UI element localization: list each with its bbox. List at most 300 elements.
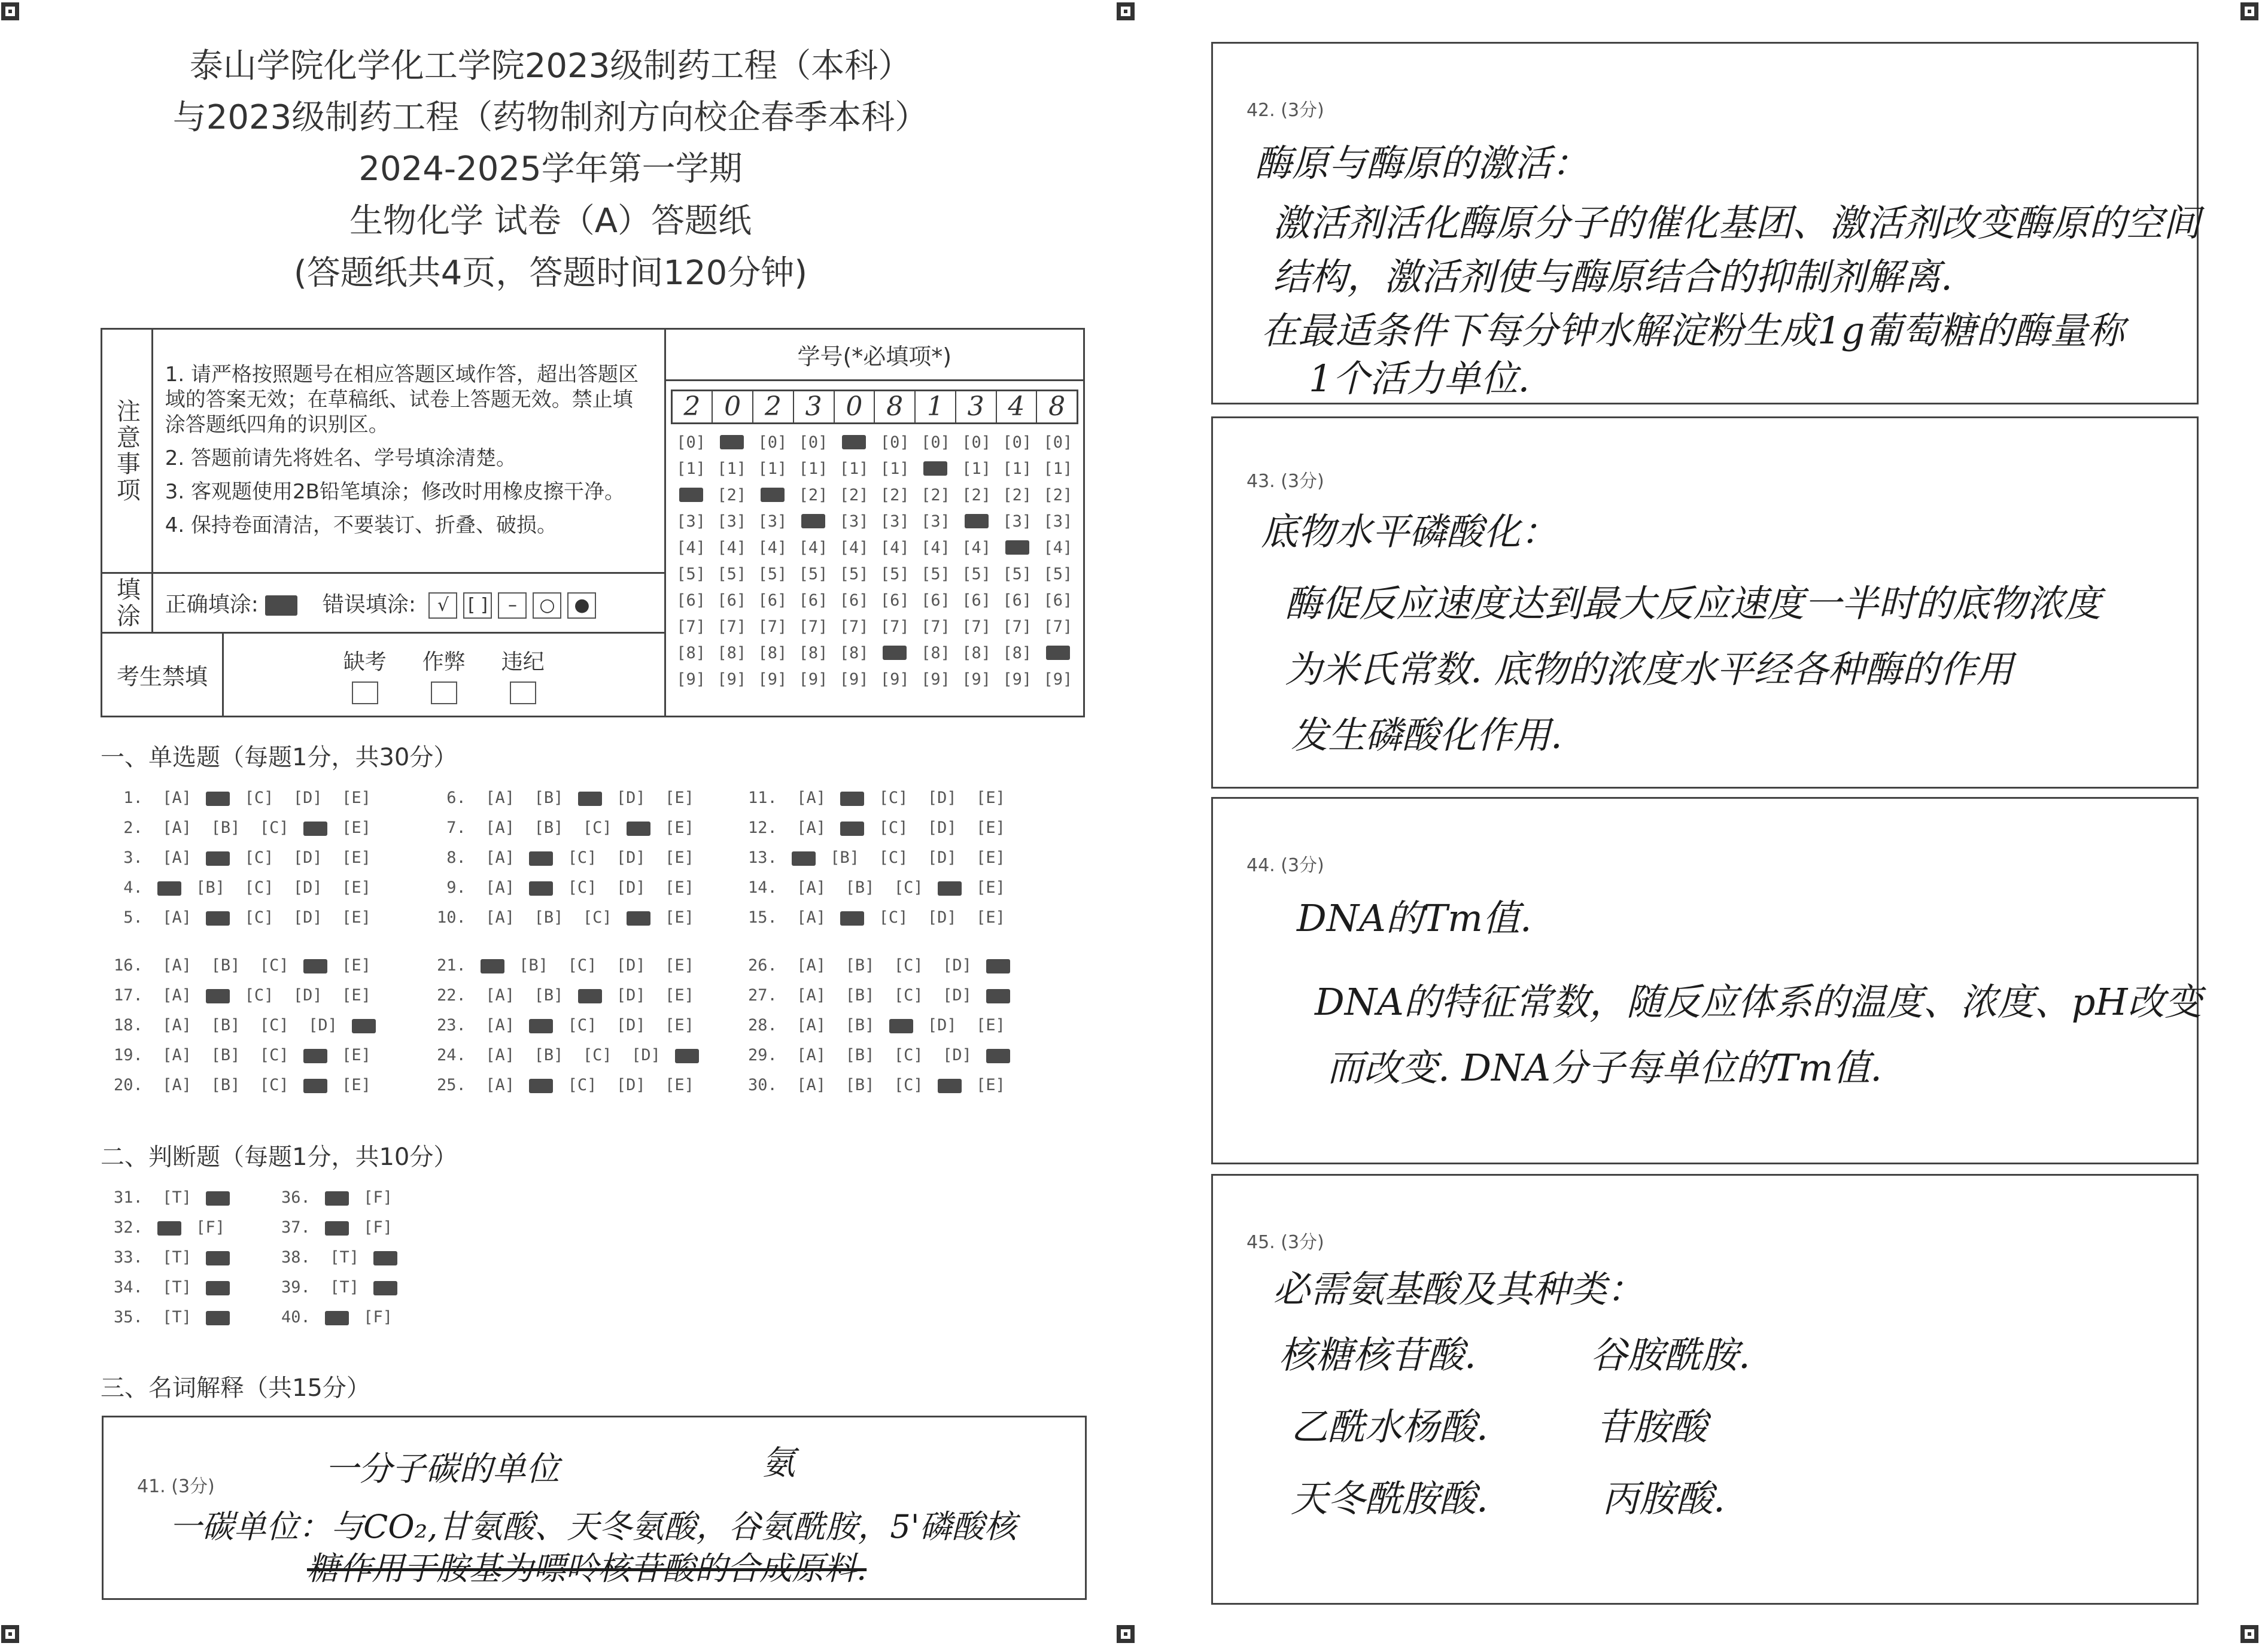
id-bubble: [4] bbox=[1043, 538, 1073, 557]
question-number: 17. bbox=[114, 986, 153, 1005]
answer-bubble: [D] bbox=[606, 986, 655, 1005]
id-bubble: [0] bbox=[1043, 433, 1073, 452]
id-bubble: [7] bbox=[676, 617, 706, 636]
true-false-row bbox=[281, 1278, 402, 1297]
correct-fill-label: 正确填涂: bbox=[165, 592, 259, 617]
question-number: 22. bbox=[437, 986, 476, 1005]
answer-bubble: [E] bbox=[332, 819, 381, 837]
answer-bubble: [A] bbox=[153, 789, 202, 807]
question-number: 30. bbox=[748, 1076, 788, 1094]
answer-bubble: [E] bbox=[655, 878, 704, 897]
answer-bubble-filled bbox=[578, 989, 602, 1003]
question-45-item-3: 乙酰水杨酸. bbox=[1291, 1405, 1488, 1449]
answer-bubble: [E] bbox=[966, 819, 1016, 837]
question-number: 13. bbox=[748, 848, 788, 867]
student-id-digit: 1 bbox=[916, 391, 956, 422]
single-choice-row bbox=[748, 848, 1015, 867]
answer-bubble: [T] bbox=[153, 1278, 202, 1297]
corner-mark-top-left bbox=[1, 2, 19, 20]
header-line-4: 生物化学 试卷（A）答题纸 bbox=[349, 202, 752, 241]
header-line-2: 与2023级制药工程（药物制剂方向校企春季本科） bbox=[172, 98, 929, 137]
answer-bubble-filled bbox=[840, 911, 864, 926]
question-number: 15. bbox=[748, 908, 788, 927]
student-id-digits bbox=[671, 390, 1078, 424]
single-choice-row bbox=[437, 986, 704, 1005]
single-choice-row bbox=[437, 819, 704, 837]
id-bubble-filled bbox=[883, 646, 907, 660]
question-45-item-2: 谷胺酰胺. bbox=[1590, 1333, 1750, 1377]
answer-bubble-filled bbox=[986, 989, 1010, 1003]
answer-bubble-filled bbox=[303, 959, 327, 973]
id-bubble: [5] bbox=[676, 564, 706, 583]
wrong-fill-samples bbox=[422, 592, 596, 617]
id-bubble: [4] bbox=[962, 538, 991, 557]
single-choice-row bbox=[114, 908, 381, 927]
id-bubble: [0] bbox=[798, 433, 828, 452]
question-number: 19. bbox=[114, 1046, 153, 1064]
single-choice-row bbox=[748, 986, 1015, 1005]
answer-bubble-filled bbox=[986, 1049, 1010, 1063]
answer-bubble: [C] bbox=[558, 1076, 607, 1094]
id-bubble: [8] bbox=[962, 643, 991, 662]
answer-bubble: [B] bbox=[201, 1046, 250, 1064]
single-choice-row bbox=[748, 819, 1015, 837]
single-choice-row bbox=[114, 956, 381, 975]
corner-mark-bottom-center bbox=[1117, 1625, 1135, 1643]
answer-bubble-filled bbox=[840, 792, 864, 806]
question-number: 5. bbox=[114, 908, 153, 927]
id-bubble: [5] bbox=[921, 564, 950, 583]
student-id-bubble-grid bbox=[671, 429, 1078, 692]
single-choice-row bbox=[114, 848, 381, 867]
answer-bubble: [A] bbox=[476, 819, 525, 837]
question-number: 29. bbox=[748, 1046, 788, 1064]
answer-bubble: [D] bbox=[283, 789, 332, 807]
answer-bubble: [A] bbox=[787, 1046, 836, 1064]
id-bubble: [6] bbox=[676, 591, 706, 610]
answer-bubble: [D] bbox=[283, 986, 332, 1005]
question-number: 37. bbox=[281, 1218, 321, 1237]
answer-bubble: [C] bbox=[235, 848, 284, 867]
answer-bubble: [D] bbox=[283, 908, 332, 927]
question-number: 4. bbox=[114, 878, 153, 897]
answer-bubble: [E] bbox=[332, 789, 381, 807]
single-choice-row bbox=[114, 819, 381, 837]
id-bubble: [6] bbox=[839, 591, 869, 610]
student-id-label: 学号(*必填项*) bbox=[666, 330, 1083, 381]
id-bubble-filled bbox=[842, 435, 866, 449]
single-choice-row bbox=[748, 1016, 1015, 1035]
id-bubble: [2] bbox=[921, 485, 950, 504]
question-42-line-1: 酶原与酶原的激活： bbox=[1255, 141, 1589, 185]
id-bubble: [5] bbox=[1043, 564, 1073, 583]
answer-bubble-filled bbox=[325, 1311, 349, 1325]
answer-bubble-filled bbox=[206, 1251, 230, 1265]
id-bubble: [3] bbox=[758, 512, 788, 531]
answer-bubble: [T] bbox=[320, 1278, 369, 1297]
question-45-number: 45. (3分) bbox=[1247, 1232, 1324, 1253]
answer-bubble-filled bbox=[325, 1191, 349, 1206]
answer-bubble: [T] bbox=[153, 1308, 202, 1326]
question-number: 31. bbox=[114, 1188, 153, 1207]
id-bubble-filled bbox=[679, 488, 703, 502]
answer-bubble: [D] bbox=[606, 848, 655, 867]
header-line-1: 泰山学院化学化工学院2023级制药工程（本科） bbox=[189, 47, 912, 86]
id-bubble: [1] bbox=[880, 459, 910, 478]
true-false-row bbox=[114, 1248, 235, 1267]
answer-bubble: [C] bbox=[573, 908, 622, 927]
question-number: 8. bbox=[437, 848, 476, 867]
id-bubble: [6] bbox=[1002, 591, 1032, 610]
answer-bubble: [F] bbox=[186, 1218, 235, 1237]
forbidden-item: 作弊 bbox=[422, 645, 466, 704]
true-false-row bbox=[114, 1278, 235, 1297]
id-bubble-filled bbox=[720, 435, 744, 449]
answer-bubble: [A] bbox=[153, 1046, 202, 1064]
id-bubble: [4] bbox=[880, 538, 910, 557]
id-bubble: [6] bbox=[1043, 591, 1073, 610]
answer-bubble-filled bbox=[206, 989, 230, 1003]
answer-bubble: [C] bbox=[869, 848, 918, 867]
answer-bubble: [T] bbox=[153, 1248, 202, 1267]
id-bubble: [3] bbox=[717, 512, 747, 531]
id-bubble: [9] bbox=[798, 670, 828, 689]
question-number: 28. bbox=[748, 1016, 788, 1035]
answer-bubble: [A] bbox=[153, 956, 202, 975]
answer-bubble-filled bbox=[206, 1191, 230, 1206]
question-number: 27. bbox=[748, 986, 788, 1005]
single-choice-row bbox=[437, 1046, 704, 1064]
id-bubble: [2] bbox=[717, 485, 747, 504]
answer-bubble: [B] bbox=[835, 878, 884, 897]
answer-bubble: [E] bbox=[655, 819, 704, 837]
notice-item-2: 2. 答题前请先将姓名、学号填涂清楚。 bbox=[165, 446, 517, 470]
question-number: 3. bbox=[114, 848, 153, 867]
answer-bubble: [D] bbox=[606, 1016, 655, 1035]
question-number: 23. bbox=[437, 1016, 476, 1035]
question-43-line-4: 发生磷酸化作用. bbox=[1291, 713, 1562, 757]
id-bubble: [3] bbox=[676, 512, 706, 531]
answer-bubble: [A] bbox=[476, 986, 525, 1005]
true-false-row bbox=[281, 1218, 402, 1237]
answer-bubble: [B] bbox=[820, 848, 869, 867]
notice-item-1: 1. 请严格按照题号在相应答题区域作答，超出答题区域的答案无效；在草稿纸、试卷上答题无效。禁止填涂答题纸四角的识别区。 bbox=[165, 362, 639, 437]
id-bubble: [8] bbox=[921, 643, 950, 662]
answer-bubble: [C] bbox=[250, 956, 299, 975]
student-id-digit: 2 bbox=[753, 391, 794, 422]
id-bubble: [8] bbox=[676, 643, 706, 662]
id-bubble: [6] bbox=[921, 591, 950, 610]
id-bubble-filled bbox=[965, 514, 989, 528]
question-number: 1. bbox=[114, 789, 153, 807]
answer-bubble: [A] bbox=[153, 908, 202, 927]
answer-bubble: [E] bbox=[655, 1016, 704, 1035]
id-bubble: [9] bbox=[717, 670, 747, 689]
id-bubble: [5] bbox=[1002, 564, 1032, 583]
true-false-row bbox=[281, 1248, 402, 1267]
answer-bubble: [D] bbox=[932, 986, 982, 1005]
wrong-fill-sample: [ ] bbox=[463, 592, 492, 619]
question-number: 6. bbox=[437, 789, 476, 807]
section-single-choice-title: 一、单选题（每题1分，共30分） bbox=[101, 744, 458, 771]
question-number: 12. bbox=[748, 819, 788, 837]
answer-bubble: [D] bbox=[283, 878, 332, 897]
section-term-title: 三、名词解释（共15分） bbox=[101, 1374, 370, 1402]
answer-bubble: [B] bbox=[524, 1046, 573, 1064]
answer-bubble: [C] bbox=[884, 878, 933, 897]
answer-box-42 bbox=[1211, 42, 2199, 404]
id-bubble: [1] bbox=[717, 459, 747, 478]
student-id-panel bbox=[665, 329, 1084, 717]
answer-bubble: [B] bbox=[201, 956, 250, 975]
answer-bubble: [D] bbox=[917, 908, 966, 927]
single-choice-row bbox=[114, 1076, 381, 1094]
answer-bubble: [D] bbox=[606, 1076, 655, 1094]
answer-bubble: [E] bbox=[332, 1076, 381, 1094]
answer-bubble-filled bbox=[373, 1251, 397, 1265]
single-choice-row bbox=[437, 956, 704, 975]
question-41-number: 41. (3分) bbox=[137, 1476, 215, 1497]
wrong-fill-sample: √ bbox=[428, 592, 457, 619]
single-choice-row bbox=[748, 1046, 1015, 1064]
true-false-row bbox=[281, 1308, 402, 1326]
answer-bubble: [B] bbox=[509, 956, 558, 975]
answer-box-41 bbox=[102, 1416, 1087, 1600]
id-bubble: [9] bbox=[1002, 670, 1032, 689]
answer-bubble: [E] bbox=[655, 789, 704, 807]
id-bubble: [5] bbox=[798, 564, 828, 583]
id-bubble: [7] bbox=[717, 617, 747, 636]
id-bubble: [8] bbox=[717, 643, 747, 662]
answer-bubble: [C] bbox=[884, 956, 933, 975]
question-44-line-1: DNA的Tm值. bbox=[1297, 896, 1532, 940]
answer-bubble: [D] bbox=[283, 848, 332, 867]
id-bubble-filled bbox=[761, 488, 785, 502]
answer-bubble: [B] bbox=[524, 986, 573, 1005]
answer-bubble: [F] bbox=[354, 1218, 403, 1237]
answer-bubble: [B] bbox=[524, 789, 573, 807]
id-bubble: [7] bbox=[839, 617, 869, 636]
question-42-number: 42. (3分) bbox=[1247, 100, 1324, 121]
answer-bubble-filled bbox=[889, 1019, 913, 1033]
question-45-item-6: 丙胺酸. bbox=[1602, 1477, 1725, 1520]
answer-bubble: [E] bbox=[655, 986, 704, 1005]
answer-bubble-filled bbox=[206, 1311, 230, 1325]
student-id-digit: 3 bbox=[956, 391, 997, 422]
answer-bubble: [E] bbox=[332, 1046, 381, 1064]
id-bubble: [0] bbox=[962, 433, 991, 452]
question-45-item-4: 苷胺酸 bbox=[1596, 1405, 1708, 1449]
question-43-number: 43. (3分) bbox=[1247, 471, 1324, 492]
answer-bubble: [E] bbox=[655, 956, 704, 975]
question-number: 18. bbox=[114, 1016, 153, 1035]
answer-bubble-filled bbox=[157, 1221, 181, 1236]
id-bubble: [0] bbox=[1002, 433, 1032, 452]
answer-bubble-filled bbox=[529, 881, 553, 896]
id-bubble: [8] bbox=[1002, 643, 1032, 662]
id-bubble: [3] bbox=[1043, 512, 1073, 531]
true-false-row bbox=[114, 1188, 235, 1207]
student-id-digit: 8 bbox=[875, 391, 916, 422]
id-bubble-filled bbox=[923, 461, 947, 476]
answer-bubble: [C] bbox=[235, 986, 284, 1005]
question-42-line-2: 激活剂活化酶原分子的催化基团、激活剂改变酶原的空间 bbox=[1273, 201, 2201, 245]
question-44-line-3: 而改变. DNA分子每单位的Tm值. bbox=[1327, 1046, 1883, 1090]
answer-bubble: [C] bbox=[558, 956, 607, 975]
answer-bubble: [C] bbox=[250, 1016, 299, 1035]
id-bubble: [7] bbox=[1043, 617, 1073, 636]
answer-bubble: [B] bbox=[524, 819, 573, 837]
fill-label: 填涂 bbox=[102, 573, 153, 633]
wrong-fill-sample: – bbox=[498, 592, 527, 619]
single-choice-row bbox=[748, 789, 1015, 807]
notice-list bbox=[152, 329, 665, 573]
answer-bubble: [B] bbox=[201, 1016, 250, 1035]
answer-bubble: [D] bbox=[917, 819, 966, 837]
answer-bubble: [D] bbox=[606, 789, 655, 807]
answer-bubble: [B] bbox=[835, 1076, 884, 1094]
question-number: 2. bbox=[114, 819, 153, 837]
answer-bubble: [A] bbox=[476, 878, 525, 897]
answer-bubble: [A] bbox=[787, 1076, 836, 1094]
notice-label: 注意事项 bbox=[102, 329, 153, 573]
answer-bubble-filled bbox=[352, 1019, 376, 1033]
single-choice-row bbox=[114, 878, 381, 897]
id-bubble: [1] bbox=[962, 459, 991, 478]
answer-bubble: [E] bbox=[966, 908, 1016, 927]
answer-box-43 bbox=[1211, 416, 2199, 789]
answer-bubble: [C] bbox=[250, 819, 299, 837]
section-true-false-title: 二、判断题（每题1分，共10分） bbox=[101, 1143, 458, 1171]
answer-bubble: [A] bbox=[476, 1046, 525, 1064]
id-bubble: [1] bbox=[839, 459, 869, 478]
question-43-line-1: 底物水平磷酸化： bbox=[1261, 510, 1558, 553]
forbidden-row bbox=[102, 633, 665, 717]
id-bubble: [6] bbox=[880, 591, 910, 610]
id-bubble: [7] bbox=[1002, 617, 1032, 636]
id-bubble: [5] bbox=[839, 564, 869, 583]
answer-bubble: [E] bbox=[966, 878, 1016, 897]
single-choice-row bbox=[114, 1016, 381, 1035]
answer-bubble-filled bbox=[840, 822, 864, 836]
id-bubble: [7] bbox=[962, 617, 991, 636]
answer-bubble: [C] bbox=[869, 819, 918, 837]
answer-bubble: [C] bbox=[558, 848, 607, 867]
answer-bubble: [E] bbox=[966, 848, 1016, 867]
answer-bubble-filled bbox=[792, 851, 816, 866]
id-bubble: [9] bbox=[921, 670, 950, 689]
forbidden-item: 缺考 bbox=[343, 645, 387, 704]
single-choice-row bbox=[114, 789, 381, 807]
answer-bubble: [E] bbox=[655, 848, 704, 867]
answer-box-45 bbox=[1211, 1174, 2199, 1605]
corner-mark-top-center bbox=[1117, 2, 1135, 20]
notice-item-4: 4. 保持卷面清洁，不要装订、折叠、破损。 bbox=[165, 513, 558, 537]
answer-bubble: [D] bbox=[932, 1046, 982, 1064]
wrong-fill-sample: ○ bbox=[533, 592, 561, 619]
answer-bubble: [B] bbox=[524, 908, 573, 927]
single-choice-row bbox=[437, 908, 704, 927]
id-bubble: [9] bbox=[758, 670, 788, 689]
answer-bubble-filled bbox=[206, 792, 230, 806]
answer-box-44 bbox=[1211, 797, 2202, 1164]
answer-bubble: [A] bbox=[787, 819, 836, 837]
answer-bubble: [B] bbox=[201, 819, 250, 837]
question-number: 14. bbox=[748, 878, 788, 897]
answer-bubble: [A] bbox=[153, 819, 202, 837]
answer-bubble-filled bbox=[529, 1019, 553, 1033]
true-false-row bbox=[114, 1218, 235, 1237]
id-bubble-filled bbox=[1005, 540, 1029, 555]
id-bubble: [7] bbox=[880, 617, 910, 636]
answer-bubble-filled bbox=[529, 1079, 553, 1093]
id-bubble: [5] bbox=[758, 564, 788, 583]
id-bubble: [1] bbox=[1043, 459, 1073, 478]
answer-bubble-filled bbox=[481, 959, 504, 973]
correct-fill-sample bbox=[265, 595, 297, 616]
id-bubble: [5] bbox=[717, 564, 747, 583]
id-bubble: [9] bbox=[676, 670, 706, 689]
question-number: 10. bbox=[437, 908, 476, 927]
question-42-line-4: 在最适条件下每分钟水解淀粉生成1g葡萄糖的酶量称 bbox=[1261, 309, 2125, 352]
answer-bubble: [A] bbox=[787, 878, 836, 897]
answer-bubble: [C] bbox=[884, 1046, 933, 1064]
answer-bubble: [A] bbox=[787, 789, 836, 807]
answer-bubble: [D] bbox=[917, 789, 966, 807]
answer-bubble: [D] bbox=[606, 878, 655, 897]
answer-bubble: [B] bbox=[186, 878, 235, 897]
answer-bubble: [D] bbox=[606, 956, 655, 975]
id-bubble: [7] bbox=[758, 617, 788, 636]
answer-bubble: [A] bbox=[153, 848, 202, 867]
single-choice-row bbox=[748, 1076, 1015, 1094]
answer-bubble: [C] bbox=[250, 1046, 299, 1064]
id-bubble: [9] bbox=[962, 670, 991, 689]
question-number: 21. bbox=[437, 956, 476, 975]
answer-bubble: [C] bbox=[250, 1076, 299, 1094]
answer-bubble: [A] bbox=[153, 986, 202, 1005]
answer-bubble-filled bbox=[938, 881, 962, 896]
question-41-line-2: 糖作用于胺基为嘌呤核苷酸的合成原料. bbox=[307, 1550, 867, 1587]
notice-item-3: 3. 客观题使用2B铅笔填涂；修改时用橡皮擦干净。 bbox=[165, 479, 625, 504]
single-choice-row bbox=[748, 878, 1015, 897]
true-false-row bbox=[114, 1308, 235, 1326]
fill-example bbox=[152, 573, 665, 633]
answer-bubble: [A] bbox=[153, 1016, 202, 1035]
id-bubble: [7] bbox=[798, 617, 828, 636]
forbidden-item: 违纪 bbox=[501, 645, 545, 704]
student-id-digit: 3 bbox=[794, 391, 835, 422]
single-choice-row bbox=[748, 908, 1015, 927]
id-bubble: [6] bbox=[717, 591, 747, 610]
answer-bubble-filled bbox=[206, 851, 230, 866]
forbidden-items bbox=[224, 634, 664, 716]
answer-bubble: [E] bbox=[332, 956, 381, 975]
answer-bubble-filled bbox=[303, 1079, 327, 1093]
id-bubble: [2] bbox=[1043, 485, 1073, 504]
answer-bubble-filled bbox=[578, 792, 602, 806]
answer-bubble: [C] bbox=[573, 819, 622, 837]
id-bubble: [0] bbox=[758, 433, 788, 452]
id-bubble: [6] bbox=[962, 591, 991, 610]
answer-bubble: [B] bbox=[835, 1046, 884, 1064]
corner-mark-bottom-left bbox=[1, 1625, 19, 1643]
wrong-fill-label: 错误填涂: bbox=[322, 592, 416, 617]
question-number: 32. bbox=[114, 1218, 153, 1237]
question-number: 25. bbox=[437, 1076, 476, 1094]
id-bubble: [0] bbox=[921, 433, 950, 452]
question-43-line-2: 酶促反应速度达到最大反应速度一半时的底物浓度 bbox=[1285, 582, 2102, 625]
